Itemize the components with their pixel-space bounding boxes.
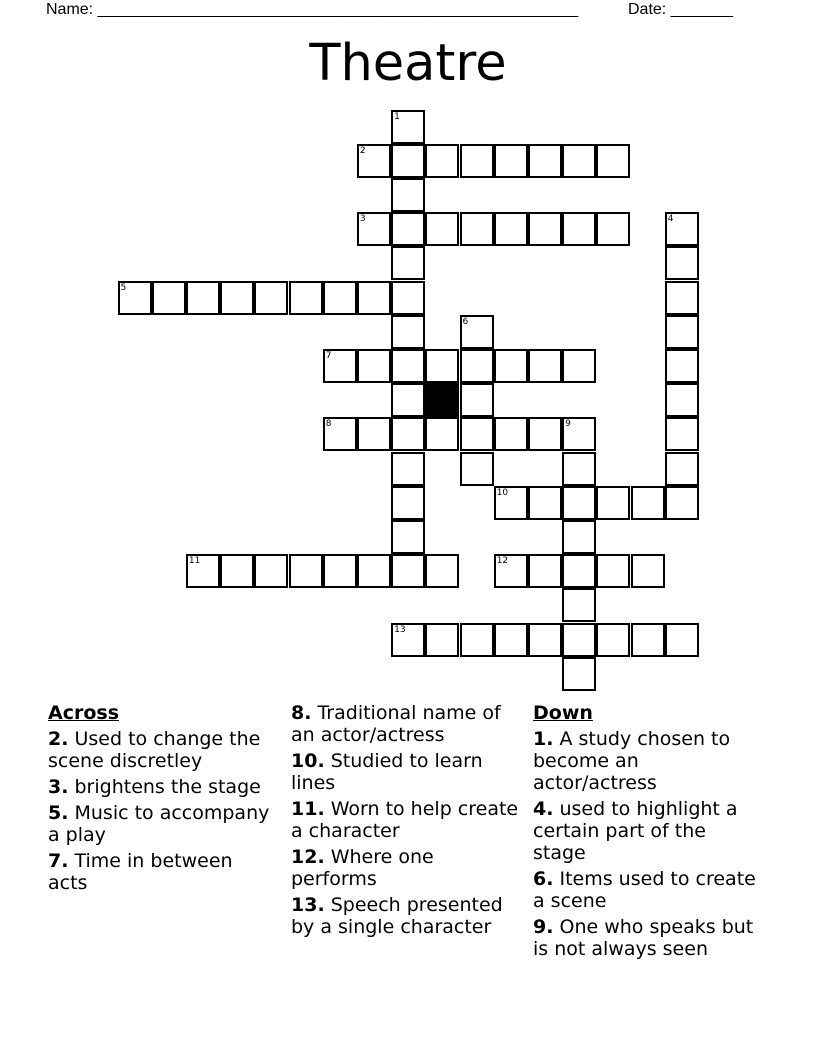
grid-cell[interactable] xyxy=(254,554,288,588)
grid-cell[interactable] xyxy=(391,520,425,554)
grid-cell[interactable] xyxy=(494,623,528,657)
grid-cell[interactable] xyxy=(562,349,596,383)
down-clues-column xyxy=(533,702,763,964)
grid-cell[interactable] xyxy=(596,623,630,657)
clue-text: One who speaks but is not always seen xyxy=(533,916,754,960)
clue-text: Where one performs xyxy=(291,846,434,890)
grid-cell[interactable] xyxy=(631,554,665,588)
grid-cell[interactable] xyxy=(528,212,562,246)
clue-text: Music to accompany a play xyxy=(48,802,270,846)
grid-cell[interactable] xyxy=(391,281,425,315)
cell-number: 5 xyxy=(120,282,127,293)
grid-cell[interactable] xyxy=(528,349,562,383)
grid-cell[interactable] xyxy=(665,383,699,417)
grid-cell[interactable] xyxy=(562,623,596,657)
grid-cell[interactable] xyxy=(631,486,665,520)
grid-cell[interactable] xyxy=(323,281,357,315)
clue-number: 10. xyxy=(291,750,325,772)
grid-cell[interactable] xyxy=(425,349,459,383)
grid-cell[interactable] xyxy=(357,554,391,588)
clue-item xyxy=(291,750,521,794)
grid-cell[interactable] xyxy=(665,246,699,280)
clue-item xyxy=(291,702,521,746)
grid-cell[interactable] xyxy=(425,417,459,451)
grid-cell[interactable] xyxy=(391,486,425,520)
cell-number: 8 xyxy=(325,419,332,430)
grid-cell[interactable] xyxy=(323,417,357,451)
grid-cell[interactable] xyxy=(596,212,630,246)
grid-cell[interactable] xyxy=(460,212,494,246)
grid-cell[interactable] xyxy=(460,383,494,417)
clue-item xyxy=(48,728,278,772)
grid-cell[interactable] xyxy=(562,554,596,588)
cell-number: 10 xyxy=(496,487,509,498)
grid-cell[interactable] xyxy=(460,349,494,383)
grid-cell[interactable] xyxy=(425,212,459,246)
clue-number: 12. xyxy=(291,846,325,868)
clue-item xyxy=(533,728,763,794)
cell-number: 11 xyxy=(188,556,201,567)
grid-cell[interactable] xyxy=(596,486,630,520)
grid-cell[interactable] xyxy=(665,349,699,383)
cell-number: 3 xyxy=(359,214,366,225)
grid-cell[interactable] xyxy=(425,554,459,588)
grid-cell[interactable] xyxy=(460,452,494,486)
clue-text: Worn to help create a character xyxy=(291,798,519,842)
clue-item xyxy=(533,798,763,864)
clue-number: 4. xyxy=(533,798,554,820)
grid-cell[interactable] xyxy=(357,349,391,383)
grid-cell[interactable] xyxy=(391,623,425,657)
grid-cell[interactable] xyxy=(391,349,425,383)
clue-number: 9. xyxy=(533,916,554,938)
grid-cell[interactable] xyxy=(391,554,425,588)
grid-cell[interactable] xyxy=(220,554,254,588)
clue-item xyxy=(533,868,763,912)
grid-cell[interactable] xyxy=(357,417,391,451)
grid-cell[interactable] xyxy=(665,281,699,315)
clue-item xyxy=(48,776,278,798)
grid-cell[interactable] xyxy=(220,281,254,315)
cell-number: 12 xyxy=(496,556,509,567)
clue-number: 3. xyxy=(48,776,69,798)
grid-cell[interactable] xyxy=(254,281,288,315)
grid-cell[interactable] xyxy=(460,315,494,349)
grid-cell[interactable] xyxy=(562,588,596,622)
clue-number: 6. xyxy=(533,868,554,890)
grid-cell[interactable] xyxy=(665,417,699,451)
grid-cell[interactable] xyxy=(289,554,323,588)
grid-cell[interactable] xyxy=(528,417,562,451)
grid-cell[interactable] xyxy=(665,315,699,349)
grid-cell[interactable] xyxy=(528,623,562,657)
grid-cell[interactable] xyxy=(562,144,596,178)
across-clues-column-2 xyxy=(291,702,521,942)
grid-cell[interactable] xyxy=(391,315,425,349)
grid-cell[interactable] xyxy=(460,417,494,451)
clue-item xyxy=(291,798,521,842)
clue-text: Used to change the scene discretley xyxy=(48,728,261,772)
grid-cell[interactable] xyxy=(631,623,665,657)
grid-cell[interactable] xyxy=(562,486,596,520)
grid-cell[interactable] xyxy=(494,417,528,451)
clue-item xyxy=(291,846,521,890)
grid-cell[interactable] xyxy=(494,486,528,520)
across-heading: Across xyxy=(48,702,120,724)
grid-cell[interactable] xyxy=(152,281,186,315)
clue-number: 7. xyxy=(48,850,69,872)
grid-cell[interactable] xyxy=(391,110,425,144)
grid-cell[interactable] xyxy=(391,452,425,486)
cell-number: 1 xyxy=(394,111,400,122)
grid-cell[interactable] xyxy=(391,383,425,417)
grid-cell[interactable] xyxy=(391,246,425,280)
grid-cell[interactable] xyxy=(186,554,220,588)
grid-cell[interactable] xyxy=(391,417,425,451)
grid-cell[interactable] xyxy=(357,281,391,315)
clue-item xyxy=(291,894,521,938)
grid-cell[interactable] xyxy=(528,554,562,588)
grid-cell[interactable] xyxy=(357,144,391,178)
grid-cell[interactable] xyxy=(425,144,459,178)
grid-cell[interactable] xyxy=(665,486,699,520)
clue-number: 2. xyxy=(48,728,69,750)
cell-number: 2 xyxy=(359,145,366,156)
page-title: Theatre xyxy=(309,34,507,93)
grid-cell[interactable] xyxy=(494,349,528,383)
grid-cell[interactable] xyxy=(494,554,528,588)
grid-cell[interactable] xyxy=(562,212,596,246)
grid-cell[interactable] xyxy=(665,623,699,657)
grid-cell[interactable] xyxy=(391,212,425,246)
black-square xyxy=(425,383,459,417)
grid-cell[interactable] xyxy=(665,212,699,246)
clue-text: Speech presented by a single character xyxy=(291,894,503,938)
clue-text: Time in between acts xyxy=(48,850,233,894)
grid-cell[interactable] xyxy=(357,212,391,246)
grid-cell[interactable] xyxy=(562,417,596,451)
grid-cell[interactable] xyxy=(528,144,562,178)
grid-cell[interactable] xyxy=(391,144,425,178)
grid-cell[interactable] xyxy=(562,452,596,486)
clue-number: 11. xyxy=(291,798,325,820)
grid-cell[interactable] xyxy=(562,657,596,691)
grid-cell[interactable] xyxy=(425,623,459,657)
clue-number: 13. xyxy=(291,894,325,916)
grid-cell[interactable] xyxy=(460,144,494,178)
clue-number: 8. xyxy=(291,702,312,724)
clue-text: Studied to learn lines xyxy=(291,750,483,794)
name-field-label: Name: ______________________________________________________ xyxy=(46,1,579,18)
cell-number: 7 xyxy=(325,350,332,361)
grid-cell[interactable] xyxy=(323,349,357,383)
clue-text: Traditional name of an actor/actress xyxy=(291,702,501,746)
down-heading: Down xyxy=(533,702,593,724)
cell-number: 9 xyxy=(565,419,571,430)
cell-number: 4 xyxy=(667,214,674,225)
grid-cell[interactable] xyxy=(494,212,528,246)
cell-number: 13 xyxy=(394,624,406,635)
grid-cell[interactable] xyxy=(186,281,220,315)
clue-text: Items used to create a scene xyxy=(533,868,756,912)
clue-number: 1. xyxy=(533,728,554,750)
grid-cell[interactable] xyxy=(118,281,152,315)
clue-number: 5. xyxy=(48,802,69,824)
clue-text: A study chosen to become an actor/actress xyxy=(533,728,731,794)
clue-item xyxy=(48,850,278,894)
grid-cell[interactable] xyxy=(460,623,494,657)
clue-item xyxy=(533,916,763,960)
grid-cell[interactable] xyxy=(562,520,596,554)
grid-cell[interactable] xyxy=(289,281,323,315)
grid-cell[interactable] xyxy=(494,144,528,178)
cell-number: 6 xyxy=(462,316,469,327)
clue-item xyxy=(48,802,278,846)
grid-cell[interactable] xyxy=(323,554,357,588)
grid-cell[interactable] xyxy=(596,554,630,588)
clue-text: used to highlight a certain part of the stage xyxy=(533,798,738,864)
grid-cell[interactable] xyxy=(391,178,425,212)
across-clues-column-1 xyxy=(48,702,278,898)
date-field-label: Date: _______ xyxy=(628,1,733,18)
grid-cell[interactable] xyxy=(528,486,562,520)
grid-cell[interactable] xyxy=(665,452,699,486)
clue-text: brightens the stage xyxy=(68,776,261,798)
grid-cell[interactable] xyxy=(596,144,630,178)
